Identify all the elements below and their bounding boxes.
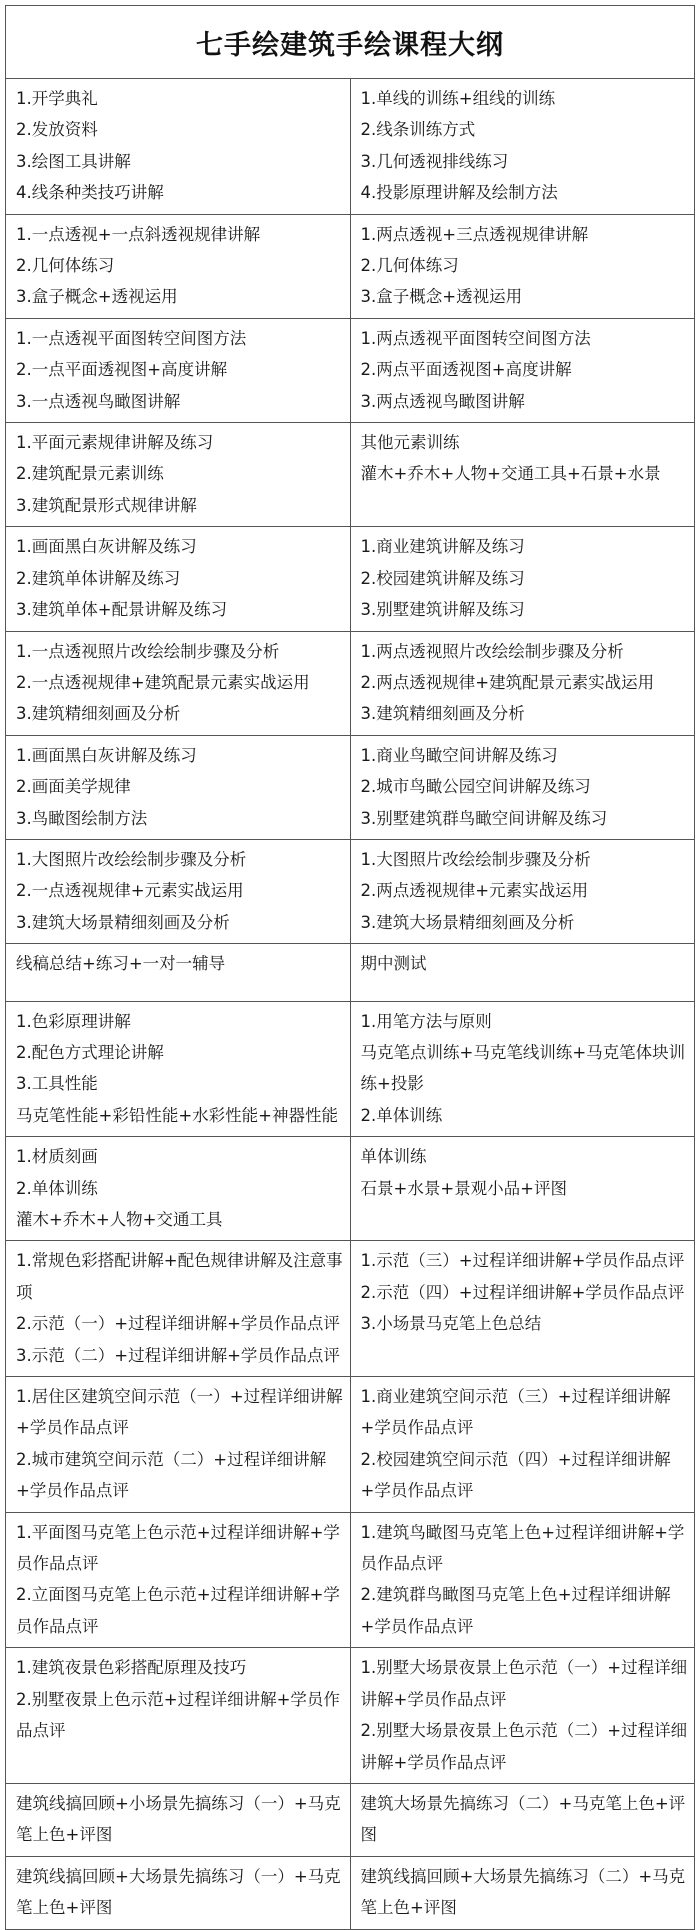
course-outline-sheet bbox=[5, 5, 695, 1930]
outline-item: 1.大图照片改绘绘制步骤及分析 bbox=[360, 849, 591, 869]
outline-cell-left bbox=[6, 318, 350, 422]
table-row bbox=[6, 1241, 694, 1377]
outline-item: 3.一点透视鸟瞰图讲解 bbox=[16, 391, 181, 411]
outline-item: 4.投影原理讲解及绘制方法 bbox=[360, 183, 558, 203]
table-row bbox=[6, 214, 694, 318]
table-row bbox=[6, 1512, 694, 1648]
table-row bbox=[6, 1001, 694, 1137]
outline-item: 3.盒子概念+透视运用 bbox=[16, 287, 178, 307]
outline-item: 1.示范（三）+过程详细讲解+学员作品点评 bbox=[360, 1251, 685, 1271]
outline-cell-right bbox=[350, 1137, 694, 1241]
table-row bbox=[6, 839, 694, 943]
table-row bbox=[6, 1856, 694, 1928]
outline-item: 2.一点透视规律+建筑配景元素实战运用 bbox=[16, 672, 310, 692]
outline-item: 2.单体训练 bbox=[16, 1178, 98, 1198]
outline-item: 建筑线搞回顾+小场景先搞练习（一）+马克笔上色+评图 bbox=[16, 1793, 341, 1845]
outline-item: 1.商业建筑空间示范（三）+过程详细讲解+学员作品点评 bbox=[360, 1387, 671, 1438]
outline-item: 2.城市鸟瞰公园空间讲解及练习 bbox=[360, 777, 591, 797]
outline-cell-right bbox=[350, 631, 694, 735]
outline-item: 1.两点透视平面图转空间图方法 bbox=[360, 328, 591, 348]
outline-item: 灌木+乔木+人物+交通工具 bbox=[16, 1210, 223, 1229]
outline-item: 3.建筑大场景精细刻画及分析 bbox=[360, 912, 575, 932]
outline-item: 马克笔点训练+马克笔线训练+马克笔体块训练+投影 bbox=[360, 1042, 686, 1094]
outline-item: 3.鸟瞰图绘制方法 bbox=[16, 808, 148, 828]
outline-item: 3.示范（二）+过程详细讲解+学员作品点评 bbox=[16, 1345, 340, 1365]
outline-item: 1.大图照片改绘绘制步骤及分析 bbox=[16, 849, 247, 869]
table-row bbox=[6, 944, 694, 1001]
outline-item: 3.别墅建筑讲解及练习 bbox=[360, 600, 525, 620]
outline-item: 2.校园建筑讲解及练习 bbox=[360, 568, 525, 588]
outline-cell-left bbox=[6, 1241, 350, 1377]
outline-item: 期中测试 bbox=[360, 954, 427, 974]
outline-item: 2.校园建筑空间示范（四）+过程详细讲解+学员作品点评 bbox=[360, 1449, 671, 1501]
outline-item: 2.两点透视规律+元素实战运用 bbox=[360, 881, 589, 901]
outline-item: 线稿总结+练习+一对一辅导 bbox=[16, 954, 226, 974]
outline-item: 1.两点透视照片改绘绘制步骤及分析 bbox=[360, 641, 624, 661]
outline-cell-right bbox=[350, 423, 694, 527]
outline-item: 3.几何透视排线练习 bbox=[360, 151, 509, 171]
course-outline-table bbox=[6, 79, 694, 1929]
outline-item: 1.用笔方法与原则 bbox=[360, 1011, 492, 1031]
outline-cell-left bbox=[6, 1137, 350, 1241]
outline-item: 1.两点透视+三点透视规律讲解 bbox=[360, 224, 589, 244]
outline-item: 2.建筑单体讲解及练习 bbox=[16, 568, 181, 588]
outline-cell-right bbox=[350, 214, 694, 318]
table-row bbox=[6, 735, 694, 839]
cell-spacer bbox=[361, 980, 689, 996]
outline-cell-left bbox=[6, 1783, 350, 1856]
outline-item: 建筑线搞回顾+大场景先搞练习（一）+马克笔上色+评图 bbox=[16, 1866, 341, 1918]
page-title: 七手绘建筑手绘课程大纲 bbox=[196, 29, 504, 61]
outline-cell-left bbox=[6, 1377, 350, 1513]
outline-cell-left bbox=[6, 631, 350, 735]
outline-item: 1.画面黑白灰讲解及练习 bbox=[16, 745, 197, 765]
outline-cell-left bbox=[6, 79, 350, 214]
outline-item: 2.示范（四）+过程详细讲解+学员作品点评 bbox=[360, 1282, 685, 1302]
outline-item: 1.一点透视照片改绘绘制步骤及分析 bbox=[16, 641, 280, 661]
outline-item: 2.别墅夜景上色示范+过程详细讲解+学员作品点评 bbox=[16, 1689, 340, 1741]
outline-item: 1.建筑夜景色彩搭配原理及技巧 bbox=[16, 1658, 247, 1678]
table-row bbox=[6, 527, 694, 631]
outline-item: 2.配色方式理论讲解 bbox=[16, 1042, 164, 1062]
outline-cell-right bbox=[350, 1377, 694, 1513]
cell-spacer bbox=[16, 980, 344, 996]
outline-item: 1.平面图马克笔上色示范+过程详细讲解+学员作品点评 bbox=[16, 1522, 340, 1574]
outline-item: 2.立面图马克笔上色示范+过程详细讲解+学员作品点评 bbox=[16, 1585, 340, 1636]
outline-item: 1.材质刻画 bbox=[16, 1147, 98, 1167]
outline-item: 建筑大场景先搞练习（二）+马克笔上色+评图 bbox=[360, 1793, 686, 1845]
outline-item: 1.一点透视+一点斜透视规律讲解 bbox=[16, 224, 261, 244]
outline-item: 1.常规色彩搭配讲解+配色规律讲解及注意事项 bbox=[16, 1251, 343, 1302]
outline-item: 1.画面黑白灰讲解及练习 bbox=[16, 537, 197, 557]
outline-item: 2.发放资料 bbox=[16, 120, 98, 140]
outline-item: 1.商业建筑讲解及练习 bbox=[360, 537, 525, 557]
outline-item: 建筑线搞回顾+大场景先搞练习（二）+马克笔上色+评图 bbox=[360, 1866, 686, 1918]
outline-item: 3.建筑配景形式规律讲解 bbox=[16, 495, 197, 515]
outline-item: 3.建筑精细刻画及分析 bbox=[360, 704, 525, 724]
outline-cell-left bbox=[6, 214, 350, 318]
outline-cell-left bbox=[6, 944, 350, 1001]
outline-cell-right bbox=[350, 944, 694, 1001]
outline-item: 3.盒子概念+透视运用 bbox=[360, 287, 523, 307]
outline-item: 3.小场景马克笔上色总结 bbox=[360, 1314, 542, 1334]
table-row bbox=[6, 79, 694, 214]
outline-cell-right bbox=[350, 1783, 694, 1856]
outline-item: 1.平面元素规律讲解及练习 bbox=[16, 433, 214, 453]
outline-item: 1.商业鸟瞰空间讲解及练习 bbox=[360, 745, 558, 765]
outline-item: 2.一点透视规律+元素实战运用 bbox=[16, 881, 244, 901]
outline-item: 4.线条种类技巧讲解 bbox=[16, 183, 164, 203]
outline-item: 其他元素训练 bbox=[360, 433, 460, 453]
outline-item: 3.工具性能 bbox=[16, 1074, 98, 1094]
outline-item: 1.别墅大场景夜景上色示范（一）+过程详细讲解+学员作品点评 bbox=[360, 1658, 688, 1709]
outline-cell-left bbox=[6, 423, 350, 527]
outline-item: 石景+水景+景观小品+评图 bbox=[360, 1178, 567, 1198]
outline-item: 2.单体训练 bbox=[360, 1105, 443, 1125]
outline-cell-right bbox=[350, 735, 694, 839]
outline-cell-right bbox=[350, 318, 694, 422]
table-row bbox=[6, 1648, 694, 1784]
outline-item: 2.线条训练方式 bbox=[360, 120, 476, 140]
outline-cell-left bbox=[6, 735, 350, 839]
outline-item: 2.别墅大场景夜景上色示范（二）+过程详细讲解+学员作品点评 bbox=[360, 1721, 688, 1772]
outline-item: 3.建筑大场景精细刻画及分析 bbox=[16, 912, 230, 932]
outline-item: 3.建筑精细刻画及分析 bbox=[16, 704, 181, 724]
outline-item: 1.居住区建筑空间示范（一）+过程详细讲解+学员作品点评 bbox=[16, 1387, 343, 1438]
outline-item: 马克笔性能+彩铅性能+水彩性能+神器性能 bbox=[16, 1105, 338, 1125]
table-row bbox=[6, 631, 694, 735]
table-row bbox=[6, 1377, 694, 1513]
table-row bbox=[6, 423, 694, 527]
outline-cell-left bbox=[6, 1512, 350, 1648]
outline-cell-left bbox=[6, 1856, 350, 1928]
outline-cell-right bbox=[350, 1001, 694, 1137]
outline-cell-right bbox=[350, 1512, 694, 1648]
outline-cell-right bbox=[350, 1648, 694, 1784]
outline-item: 2.几何体练习 bbox=[16, 256, 115, 276]
outline-item: 2.示范（一）+过程详细讲解+学员作品点评 bbox=[16, 1314, 340, 1334]
outline-item: 1.色彩原理讲解 bbox=[16, 1011, 131, 1031]
outline-item: 2.几何体练习 bbox=[360, 256, 459, 276]
course-outline-body bbox=[6, 79, 694, 1929]
outline-cell-right bbox=[350, 1241, 694, 1377]
outline-cell-left bbox=[6, 1648, 350, 1784]
outline-item: 2.城市建筑空间示范（二）+过程详细讲解+学员作品点评 bbox=[16, 1449, 327, 1501]
outline-item: 2.两点平面透视图+高度讲解 bbox=[360, 360, 572, 380]
outline-item: 1.一点透视平面图转空间图方法 bbox=[16, 328, 247, 348]
outline-item: 单体训练 bbox=[360, 1147, 427, 1167]
outline-item: 2.建筑配景元素训练 bbox=[16, 464, 164, 484]
outline-cell-right bbox=[350, 79, 694, 214]
outline-item: 灌木+乔木+人物+交通工具+石景+水景 bbox=[360, 464, 661, 484]
outline-cell-left bbox=[6, 527, 350, 631]
outline-item: 1.单线的训练+组线的训练 bbox=[360, 89, 556, 108]
outline-item: 2.建筑群鸟瞰图马克笔上色+过程详细讲解+学员作品点评 bbox=[360, 1585, 671, 1636]
outline-cell-left bbox=[6, 1001, 350, 1137]
outline-item: 2.两点透视规律+建筑配景元素实战运用 bbox=[360, 672, 655, 692]
outline-item: 3.绘图工具讲解 bbox=[16, 151, 131, 171]
outline-item: 3.建筑单体+配景讲解及练习 bbox=[16, 600, 228, 620]
title-row bbox=[6, 6, 694, 79]
outline-item: 2.一点平面透视图+高度讲解 bbox=[16, 360, 228, 380]
outline-item: 3.两点透视鸟瞰图讲解 bbox=[360, 391, 525, 411]
outline-cell-right bbox=[350, 839, 694, 943]
outline-item: 1.开学典礼 bbox=[16, 89, 98, 108]
table-row bbox=[6, 1137, 694, 1241]
outline-cell-right bbox=[350, 527, 694, 631]
outline-item: 2.画面美学规律 bbox=[16, 777, 131, 797]
outline-item: 1.建筑鸟瞰图马克笔上色+过程详细讲解+学员作品点评 bbox=[360, 1522, 685, 1574]
outline-cell-left bbox=[6, 839, 350, 943]
outline-cell-right bbox=[350, 1856, 694, 1928]
table-row bbox=[6, 1783, 694, 1856]
outline-item: 3.别墅建筑群鸟瞰空间讲解及练习 bbox=[360, 808, 608, 828]
table-row bbox=[6, 318, 694, 422]
